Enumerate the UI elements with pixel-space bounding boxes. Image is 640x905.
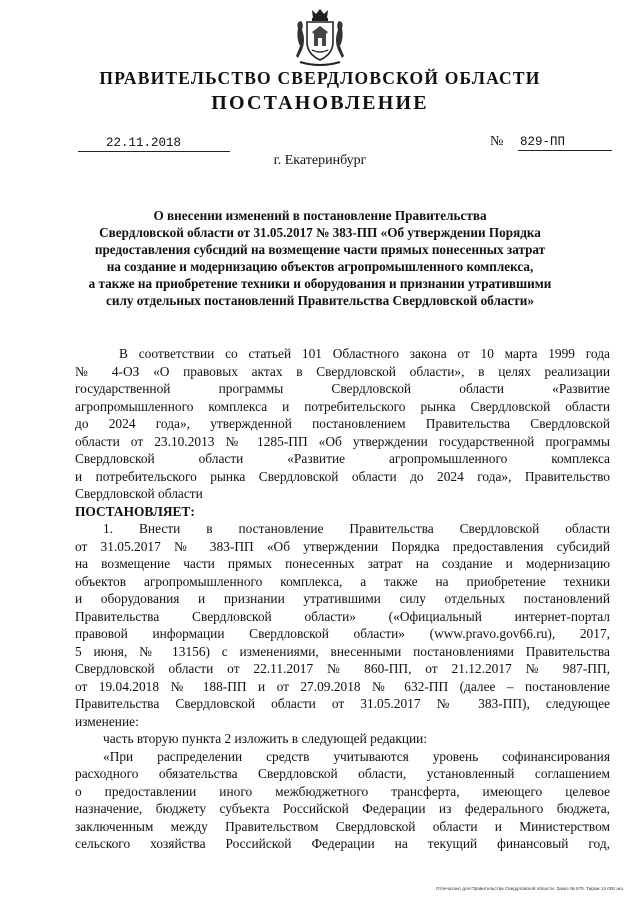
body-line: объектов агропромышленного комплекса, а также на приобретение техники — [75, 573, 610, 589]
body-line: расходного обязательства Свердловской области, установленный соглашением — [75, 766, 610, 781]
body-line: 5 июня, № 13156) с изменениями, внесенными постановлениями Правительства — [75, 643, 610, 659]
heading-line: О внесении изменений в постановление Правительства — [153, 208, 487, 223]
decree-number-block — [490, 134, 610, 150]
coat-of-arms-icon — [292, 6, 348, 68]
body-line: агропромышленного комплекса и потребительского рынка Свердловской области — [75, 398, 610, 414]
body-line: изменение: — [75, 713, 139, 729]
body-line: заключенным между Правительством Свердловской области и Министерством — [75, 818, 610, 834]
body-line: В соответствии со статьей 101 Областного закона от 10 марта 1999 года — [119, 346, 610, 361]
heading-line: Свердловской области от 31.05.2017 № 383-ПП «Об утверждении Порядка — [99, 225, 541, 240]
body-line: № 4-ОЗ «О правовых актах в Свердловской области», в целях реализации — [75, 363, 610, 379]
body-line: о предоставлении иного межбюджетного трансферта, имеющего целевое — [75, 783, 610, 799]
decree-date: 22.11.2018 — [78, 136, 230, 152]
body-line: от 19.04.2018 № 188-ПП и от 27.09.2018 № 632-ПП (далее – постановление — [75, 678, 610, 694]
body-line: государственной программы Свердловской области «Развитие — [75, 381, 610, 396]
body-line: от 31.05.2017 № 383-ПП «Об утверждении Порядка предоставления субсидий — [75, 538, 610, 554]
body-line: и оборудования и признании утратившими силу отдельных постановлений — [75, 591, 610, 606]
body-line: Правительства Свердловской области» («Официальный интернет-портал — [75, 608, 610, 624]
body-line: Свердловской области от 22.11.2017 № 860-ПП, от 21.12.2017 № 987-ПП, — [75, 661, 610, 676]
body-line: часть вторую пункта 2 изложить в следующей редакции: — [103, 731, 428, 746]
document-type-title: ПОСТАНОВЛЕНИЕ — [211, 92, 429, 114]
body-line: до 2024 года», утвержденной постановлением Правительства Свердловской — [75, 416, 610, 431]
resolves-keyword: ПОСТАНОВЛЯЕТ: — [75, 503, 195, 519]
government-title: ПРАВИТЕЛЬСТВО СВЕРДЛОВСКОЙ ОБЛАСТИ — [99, 68, 541, 88]
heading-line: предоставления субсидий на возмещение части прямых понесенных затрат — [94, 242, 546, 257]
body-line: и потребительского рынка Свердловской области до 2024 года», Правительство — [75, 468, 610, 484]
decree-heading — [40, 207, 600, 309]
body-line: Свердловской области — [75, 486, 203, 501]
body-line: правовой информации Свердловской области» (www.pravo.gov66.ru), 2017, — [75, 626, 610, 641]
body-line: 1. Внести в постановление Правительства Свердловской области — [103, 521, 610, 536]
decree-number: 829-ПП — [518, 135, 612, 151]
body-line: Правительства Свердловской области от 31.05.2017 № 383-ПП), следующее — [75, 696, 610, 711]
print-footer: Отпечатано для Правительства Свердловской области. Заказ № 575. Тираж 14 000 экз. — [435, 886, 624, 891]
heading-line: силу отдельных постановлений Правительства Свердловской области» — [106, 293, 534, 308]
body-line: на возмещение части прямых понесенных затрат на создание и модернизацию — [75, 556, 610, 571]
number-sign: № — [490, 134, 504, 149]
body-line: сельского хозяйства Российской Федерации на текущий финансовый год, — [75, 836, 610, 851]
decree-body — [75, 345, 610, 853]
body-line: назначение, бюджету субъекта Российской Федерации из федерального бюджета, — [75, 801, 610, 816]
heading-line: а также на приобретение техники и оборудования и признании утратившими — [88, 276, 552, 291]
city-line: г. Екатеринбург — [273, 153, 367, 168]
body-line: области от 23.10.2013 № 1285-ПП «Об утверждении государственной программы — [75, 433, 610, 449]
body-line: «При распределении средств учитываются уровень софинансирования — [103, 748, 610, 764]
heading-line: на создание и модернизацию объектов агропромышленного комплекса, — [106, 259, 534, 274]
body-line: Свердловской области «Развитие агропромышленного комплекса — [75, 451, 610, 466]
